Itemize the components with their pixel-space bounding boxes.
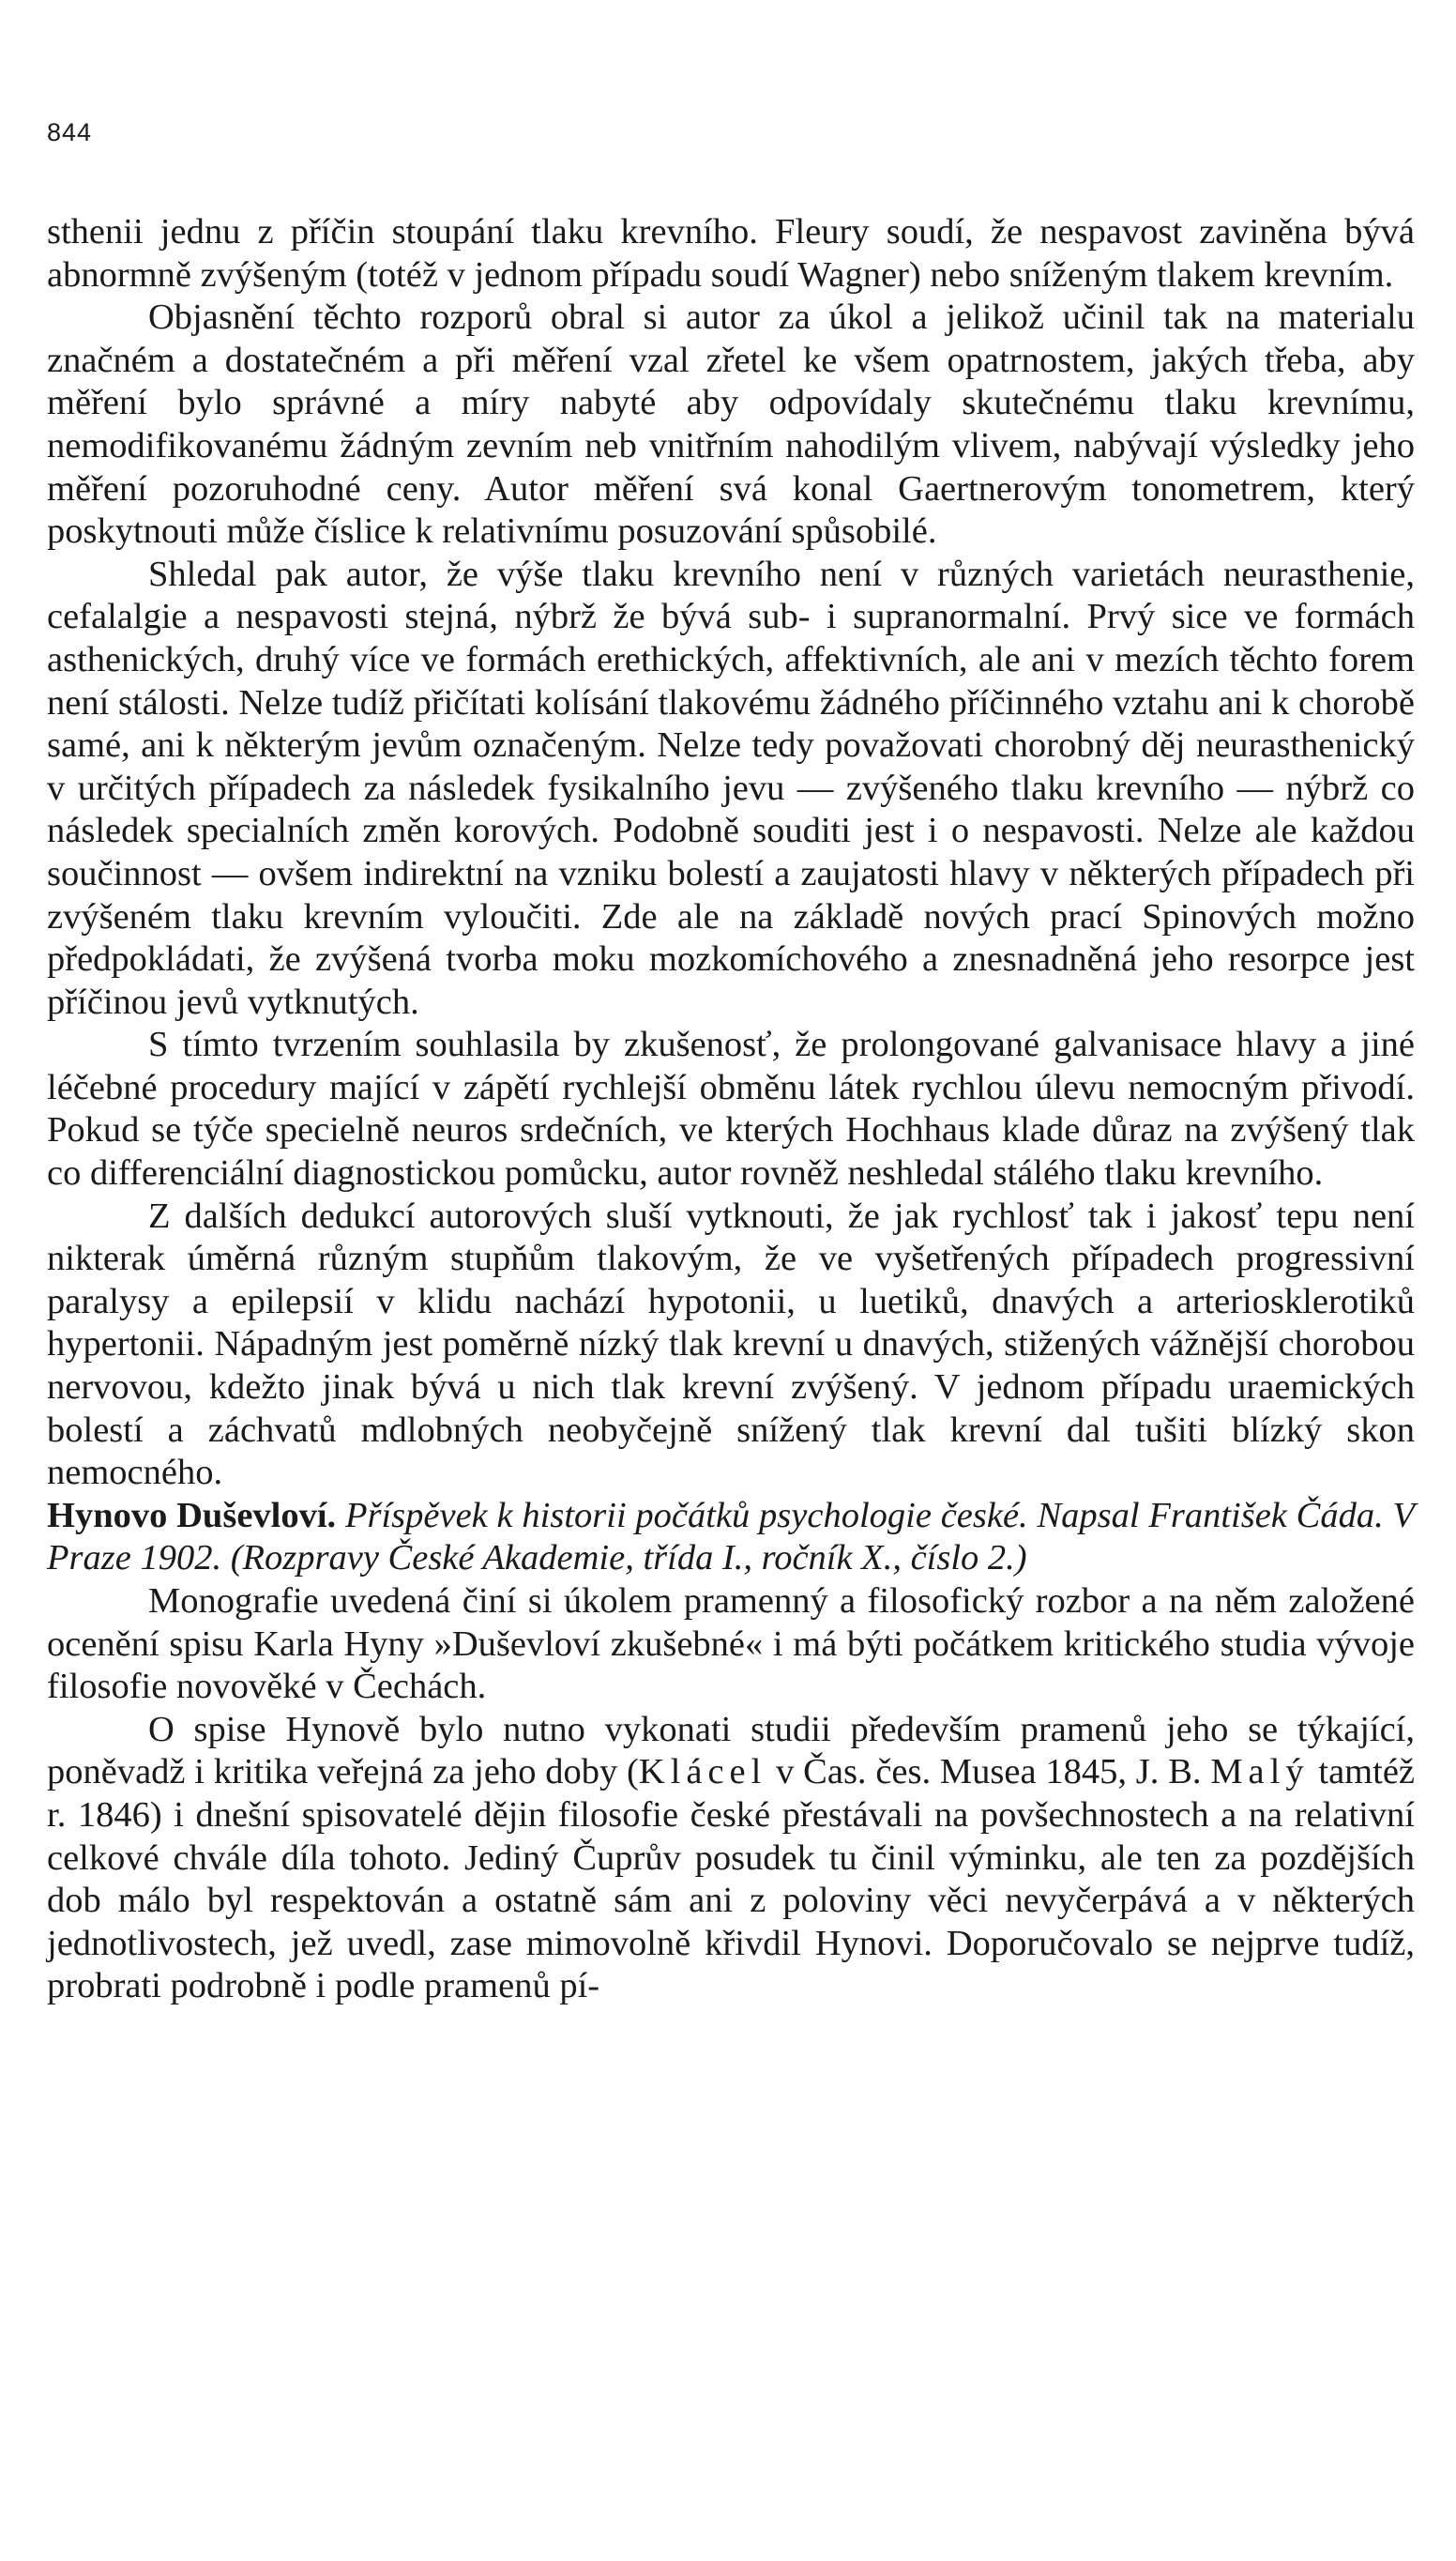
review-citation: Příspěvek k historii počátků psychologie české. Napsal František Čáda. V Praze 1902. (Rozpravy České Akademie, třída I., ročník X., číslo 2.) — [47, 1495, 1415, 1578]
paragraph-spise-end: tamtéž r. 1846) i dnešní spisovatelé dějin filosofie české přestávali na povšechnostech a na relativní celkové chvále díla tohoto. Jediný Čuprův posudek tu činil výminku, ale ten za pozdějších dob málo byl respektován a ostatně sám ani z poloviny věci nevyčerpává a v některých jednotlivostech, jež uvedl, zase mimovolně křivdil Hynovi. Doporučovalo se nejprve tudíž, probrati podrobně i podle pramenů pí- — [47, 1752, 1415, 2006]
body-text — [47, 211, 1415, 2008]
name-maly: Malý — [1210, 1752, 1310, 1792]
review-heading — [47, 1495, 1415, 1580]
page-number: 844 — [47, 118, 93, 146]
paragraph-objasneni: Objasnění těchto rozporů obral si autor za úkol a jelikož učinil tak na materialu značném a dostatečném a při měření vzal zřetel ke všem opatrnostem, jakých třeba, aby měření bylo správné a míry nabyté aby odpovídaly skutečnému tlaku krevnímu, nemodifikovanému žádným zevním neb vnitřním nahodilým vlivem, nabývají výsledky jeho měření pozoruhodné ceny. Autor měření svá konal Gaertnerovým tonometrem, který poskytnouti může číslice k relativnímu posuzování spůsobilé. — [47, 297, 1415, 552]
name-klacel: Klácel — [638, 1752, 767, 1792]
review-book-title: Hynovo Duševloví. — [47, 1495, 337, 1535]
paragraph-dedukce: Z dalších dedukcí autorových sluší vytknouti, že jak rychlosť tak i jakosť tepu není nikterak úměrná různým stupňům tlakovým, že ve vyšetřených případech progressivní paralysy a epilepsií v klidu nachází hypotonii, u luetiků, dnavých a arteriosklerotiků hypertonii. Nápadným jest poměrně nízký tlak krevní u dnavých, stižených vážnější chorobou nervovou, kdežto jinak bývá u nich tlak krevní zvýšený. V jednom případu uraemických bolestí a záchvatů mdlobných neobyčejně snížený tlak krevní dal tušiti blízký skon nemocného. — [47, 1196, 1415, 1493]
paragraph-spise-mid: v Čas. čes. Musea 1845, J. B. — [766, 1752, 1211, 1792]
paragraph-monografie: Monografie uvedená činí si úkolem pramenný a filosofický rozbor a na něm založené ocenění spisu Karla Hyny »Duševloví zkušebné« i má býti počátkem kritického studia vývoje filosofie novověké v Čechách. — [47, 1581, 1415, 1707]
paragraph-tvrzeni: S tímto tvrzením souhlasila by zkušenosť, že prolongované galvanisace hlavy a jiné léčebné procedury mající v zápětí rychlejší obměnu látek rychlou úlevu nemocným přivodí. Pokud se týče specielně neuros srdečních, ve kterých Hochhaus klade důraz na zvýšený tlak co differenciální diagnostickou pomůcku, autor rovněž neshledal stálého tlaku krevního. — [47, 1025, 1415, 1194]
paragraph-spise-start: O spise Hynově bylo nutno vykonati studii především pramenů jeho se týkající, poněvadž i kritika veřejná za jeho doby ( — [47, 1709, 1415, 1792]
paragraph-shledal: Shledal pak autor, že výše tlaku krevního není v různých varietách neurasthenie, cefalalgie a nespavosti stejná, nýbrž že bývá sub- i supranormalní. Prvý sice ve formách asthenických, druhý více ve formách erethických, affektivních, ale ani v mezích těchto forem není stálosti. Nelze tudíž přičítati kolísání tlakovému žádného příčinného vztahu ani k chorobě samé, ani k některým jevům označeným. Nelze tedy považovati chorobný děj neurasthenický v určitých případech za následek fysikalního jevu — zvýšeného tlaku krevního — nýbrž co následek specialních změn korových. Podobně souditi jest i o nespavosti. Nelze ale každou součinnost — ovšem indirektní na vzniku bolestí a zaujatosti hlavy v některých případech při zvýšeném tlaku krevním vyloučiti. Zde ale na základě nových prací Spinových možno předpokládati, že zvýšená tvorba moku mozkomíchového a znesnadněná jeho resorpce jest příčinou jevů vytknutých. — [47, 554, 1415, 1022]
paragraph-spise — [47, 1709, 1415, 2008]
paragraph-continuation: sthenii jednu z příčin stoupání tlaku krevního. Fleury soudí, že nespavost zaviněna bývá abnormně zvýšeným (totéž v jednom případu soudí Wagner) nebo sníženým tlakem krevním. — [47, 212, 1415, 295]
